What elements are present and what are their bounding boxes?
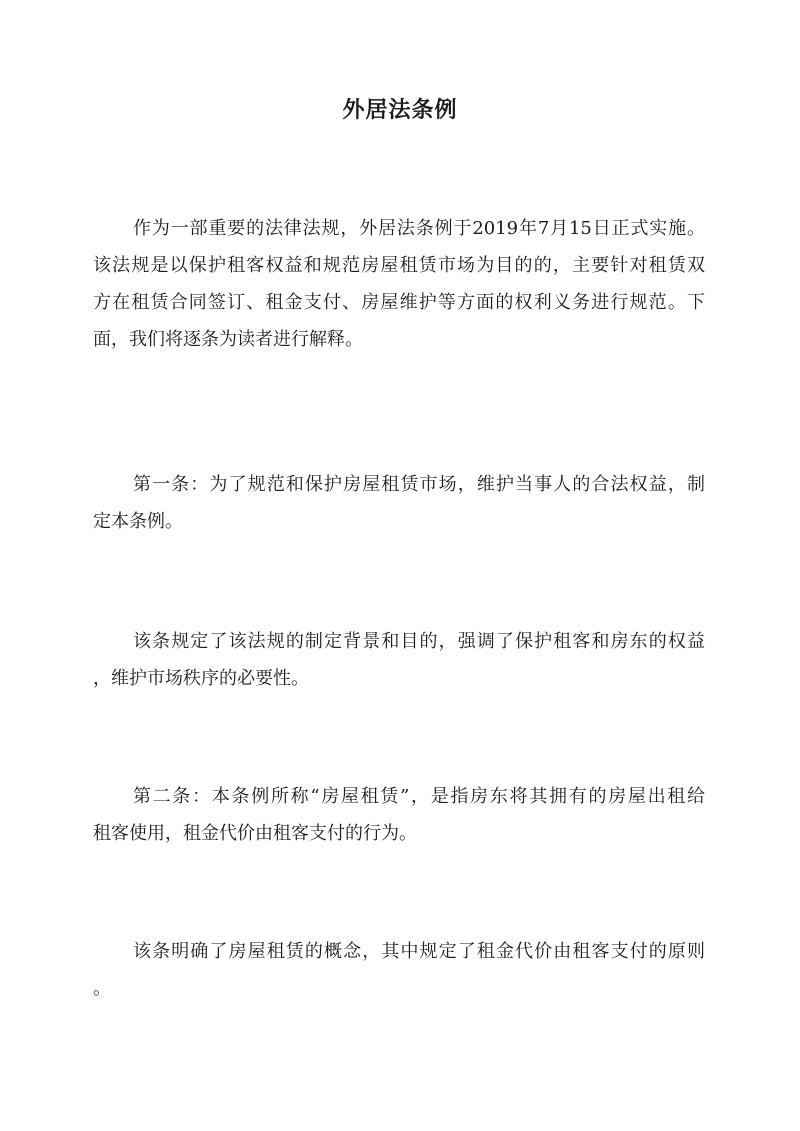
paragraph-line: 该法规是以保护租客权益和规范房屋租赁市场为目的的，主要针对租赁双: [93, 255, 705, 276]
paragraph-line: 作为一部重要的法律法规，外居法条例于2019年7月15日正式实施。: [133, 218, 705, 239]
paragraph-line: 租客使用，租金代价由租客支付的行为。: [93, 823, 417, 844]
article-1-explanation-paragraph: [93, 623, 705, 697]
paragraph-line: 。: [93, 978, 111, 999]
paragraph-line: 面，我们将逐条为读者进行解释。: [93, 329, 363, 350]
article-1-paragraph: [93, 466, 705, 540]
intro-paragraph: [93, 210, 705, 358]
paragraph-line: 定本条例。: [93, 511, 183, 532]
article-2-paragraph: [93, 778, 705, 852]
paragraph-line: ，维护市场秩序的必要性。: [93, 668, 309, 689]
article-2-explanation-paragraph: [93, 933, 705, 1007]
document-title: 外居法条例: [342, 97, 458, 123]
paragraph-line: 该条规定了该法规的制定背景和目的，强调了保护租客和房东的权益: [133, 631, 705, 652]
paragraph-line: 第二条：本条例所称“房屋租赁”，是指房东将其拥有的房屋出租给: [133, 786, 705, 807]
paragraph-line: 第一条：为了规范和保护房屋租赁市场，维护当事人的合法权益，制: [133, 474, 705, 495]
paragraph-line: 该条明确了房屋租赁的概念，其中规定了租金代价由租客支付的原则: [133, 941, 705, 962]
paragraph-line: 方在租赁合同签订、租金支付、房屋维护等方面的权利义务进行规范。下: [93, 292, 705, 313]
